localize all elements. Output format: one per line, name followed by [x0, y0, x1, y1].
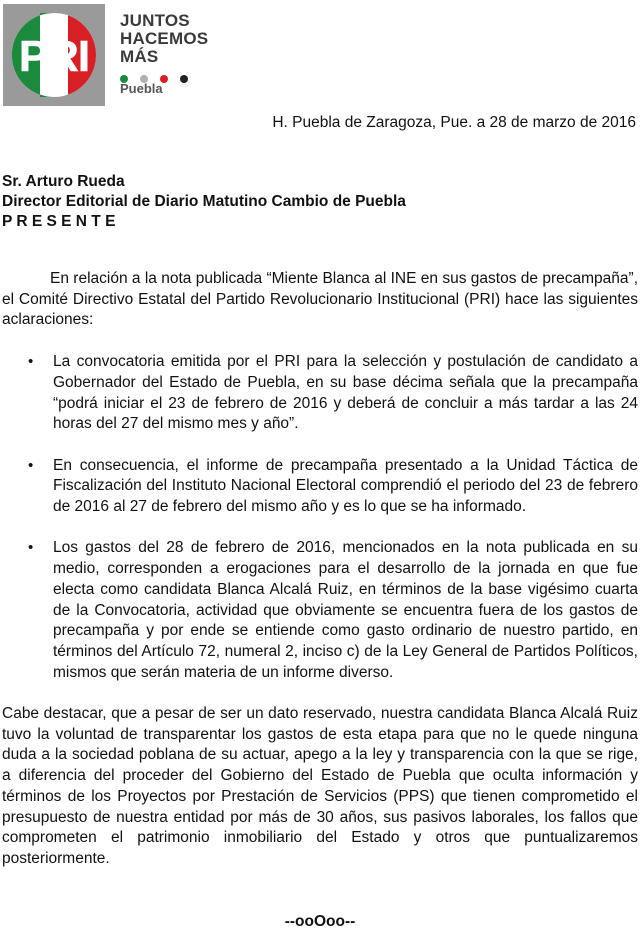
recipient-title: Director Editorial de Diario Matutino Cambio de Puebla — [2, 193, 406, 210]
recipient-block — [2, 172, 406, 232]
recipient-name: Sr. Arturo Rueda — [2, 173, 125, 190]
clarification-list — [2, 352, 638, 683]
letterhead — [0, 0, 640, 110]
list-item — [2, 456, 638, 518]
bullet-icon: • — [28, 353, 34, 371]
slogan-line: JUNTOS — [120, 11, 190, 30]
list-item-text: La convocatoria emitida por el PRI para la selección y postulación de candidato a Gobernador del Estado de Puebla, en su base décima señala que la precampaña “podrá iniciar el 23 de febrero de 2016 y deberá de concluir a más tardar a las 24 horas del 27 del mismo mes y año”. — [53, 353, 638, 433]
date-line: H. Puebla de Zaragoza, Pue. a 28 de marzo de 2016 — [272, 114, 636, 131]
list-item — [2, 538, 638, 683]
intro-paragraph: En relación a la nota publicada “Miente Blanca al INE en sus gastos de precampaña”, el Comité Directivo Estatal del Partido Revolucionario Institucional (PRI) hace las siguientes aclaraciones: — [2, 270, 638, 329]
list-item-text: Los gastos del 28 de febrero de 2016, mencionados en la nota publicada en su medio, corresponden a erogaciones para el desarrollo de la jornada en que fue electa como candidata Blanca Alcalá Ruiz, en términos de la base vigésimo cuarta de la Convocatoria, actividad que obviamente se encuentra fuera de los gastos de precampaña y por ende se entiende como gasto ordinario de nuestro partido, en términos del Artículo 72, numeral 2, inciso c) de la Ley General de Partidos Políticos, mismos que serán materia de un informe diverso. — [53, 539, 638, 681]
end-mark: --ooOoo-- — [284, 913, 356, 930]
letter-body — [2, 269, 638, 870]
color-dots — [120, 70, 208, 80]
greeting: P R E S E N T E — [2, 213, 116, 230]
slogan — [120, 12, 208, 96]
dot-black — [180, 75, 188, 83]
closing-paragraph: Cabe destacar, que a pesar de ser un dato reservado, nuestra candidata Blanca Alcalá Ruiz tuvo la voluntad de transparentar los gastos de esta etapa para que no le quede ninguna duda a la sociedad poblana de su actuar, apego a la ley y transparencia con la que se rige, a diferencia del proceder del Gobierno del Estado de Puebla que oculta información y términos de los Proyectos por Prestación de Servicios (PPS) que tienen comprometido el presupuesto de nuestra entidad por más de 30 años, sus pasivos laborales, los fallos que comprometen el patrimonio inmobiliario del Estado y otros que puntualizaremos posteriormente. — [2, 705, 638, 867]
list-item-text: En consecuencia, el informe de precampaña presentado a la Unidad Táctica de Fiscalización del Instituto Nacional Electoral comprendió el periodo del 23 de febrero de 2016 al 27 de febrero del mismo año y es lo que se ha informado. — [53, 456, 638, 516]
pri-logo-icon — [3, 4, 105, 106]
bullet-icon: • — [28, 456, 34, 474]
slogan-line: HACEMOS — [120, 29, 209, 48]
slogan-line: MÁS — [120, 47, 159, 66]
region-label: Puebla — [120, 81, 163, 96]
logo-lettering: PRI — [18, 32, 90, 81]
list-item — [2, 352, 638, 435]
bullet-icon: • — [28, 539, 34, 557]
